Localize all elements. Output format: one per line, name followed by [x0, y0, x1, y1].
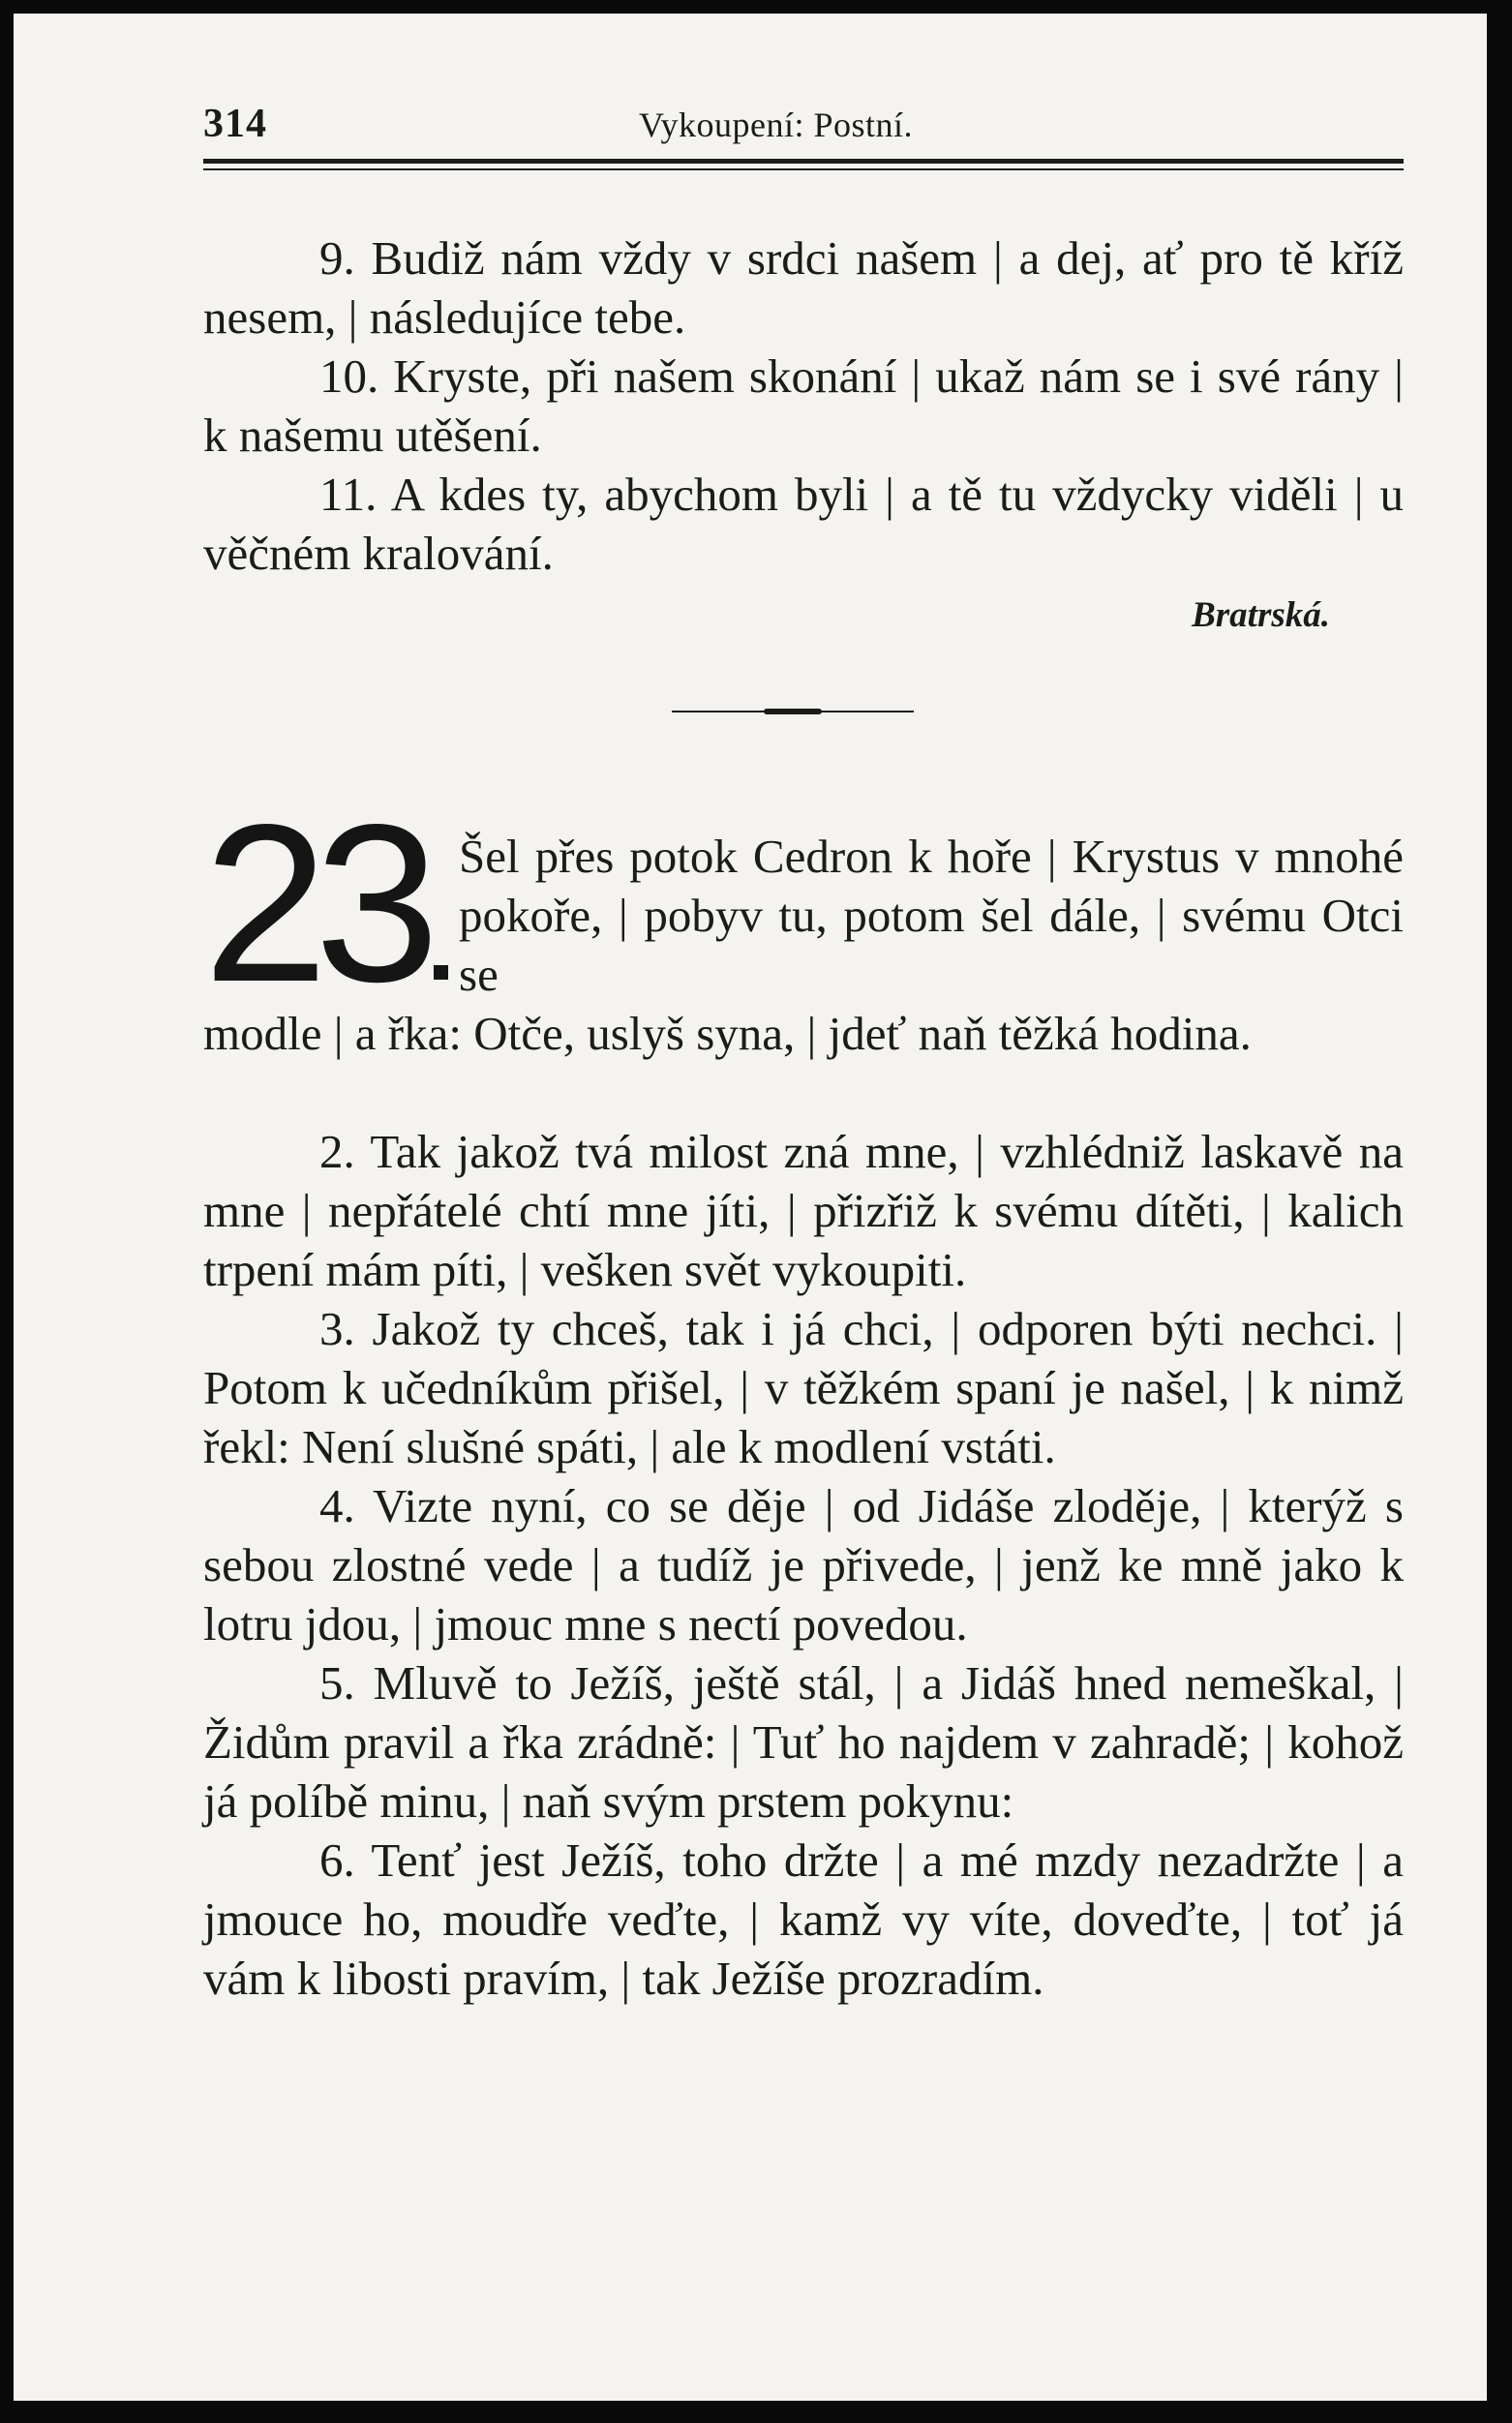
verse: 10. Kryste, při našem skonání | ukaž nám se i své rány | k našemu utěšení. [203, 349, 1404, 462]
hymn-number: 23 [203, 778, 427, 1029]
verse: 5. Mluvě to Ježíš, ještě stál, | a Jidáš hned nemeškal, | Židům pravil a řka zrádně: | Tuť ho najdem v zahradě; | kohož já políbě minu, | naň svým prstem pokynu: [203, 1656, 1404, 1828]
verse: 3. Jakož ty chceš, tak i já chci, | odporen býti nechci. | Potom k učedníkům přišel, | v těžkém spaní je našel, | k nimž řekl: Není slušné spáti, | ale k modlení vstáti. [203, 1302, 1404, 1473]
verse-continuation: modle | a řka: Otče, uslyš syna, | jdeť naň těžká hodina. [203, 1007, 1252, 1060]
hymn-verses [203, 1122, 1404, 2008]
verse: 4. Vizte nyní, co se děje | od Jidáše zloděje, | kterýž s sebou zlostné vede | a tudíž je přivede, | jenž ke mně jako k lotru jdou, | jmouc mne s nectí povedou. [203, 1479, 1404, 1651]
page-number: 314 [203, 102, 267, 146]
verse: 6. Tenť jest Ježíš, toho držte | a mé mzdy nezadržte | a jmouce ho, moudře veďte, | kamž vy víte, doveďte, | toť já vám k libosti pravím, | tak Ježíše prozradím. [203, 1833, 1404, 2005]
page-header [203, 101, 1404, 159]
verse: 9. Budiž nám vždy v srdci našem | a dej, ať pro tě kříž nesem, | následujíce tebe. [203, 231, 1404, 344]
verse: 2. Tak jakož tvá milost zná mne, | vzhlédniž laskavě na mne | nepřátelé chtí mne jíti, | přizřiž k svému dítěti, | kalich trpení mám píti, | vešken svět vykoupiti. [203, 1125, 1404, 1296]
separator-bar [764, 709, 822, 714]
hymn-opening-lines: Šel přes potok Cedron k hoře | Krystus v mnohé pokoře, | pobyv tu, potom šel dále, | svému Otci se [459, 830, 1404, 1001]
hymn-opening-continuation [203, 1004, 1404, 1063]
hymn-number-dot [434, 965, 448, 980]
hymn-attribution: Bratrská. [1192, 595, 1330, 635]
book-page [14, 14, 1487, 2401]
section-separator [672, 699, 914, 726]
verse: 11. A kdes ty, abychom byli | a tě tu vždycky viděli | u věčném kralování. [203, 468, 1404, 580]
running-title: Vykoupení: Postní. [639, 106, 914, 144]
header-rule-thin [203, 168, 1404, 170]
header-rule-thick [203, 159, 1404, 164]
previous-hymn-verses [203, 228, 1404, 583]
